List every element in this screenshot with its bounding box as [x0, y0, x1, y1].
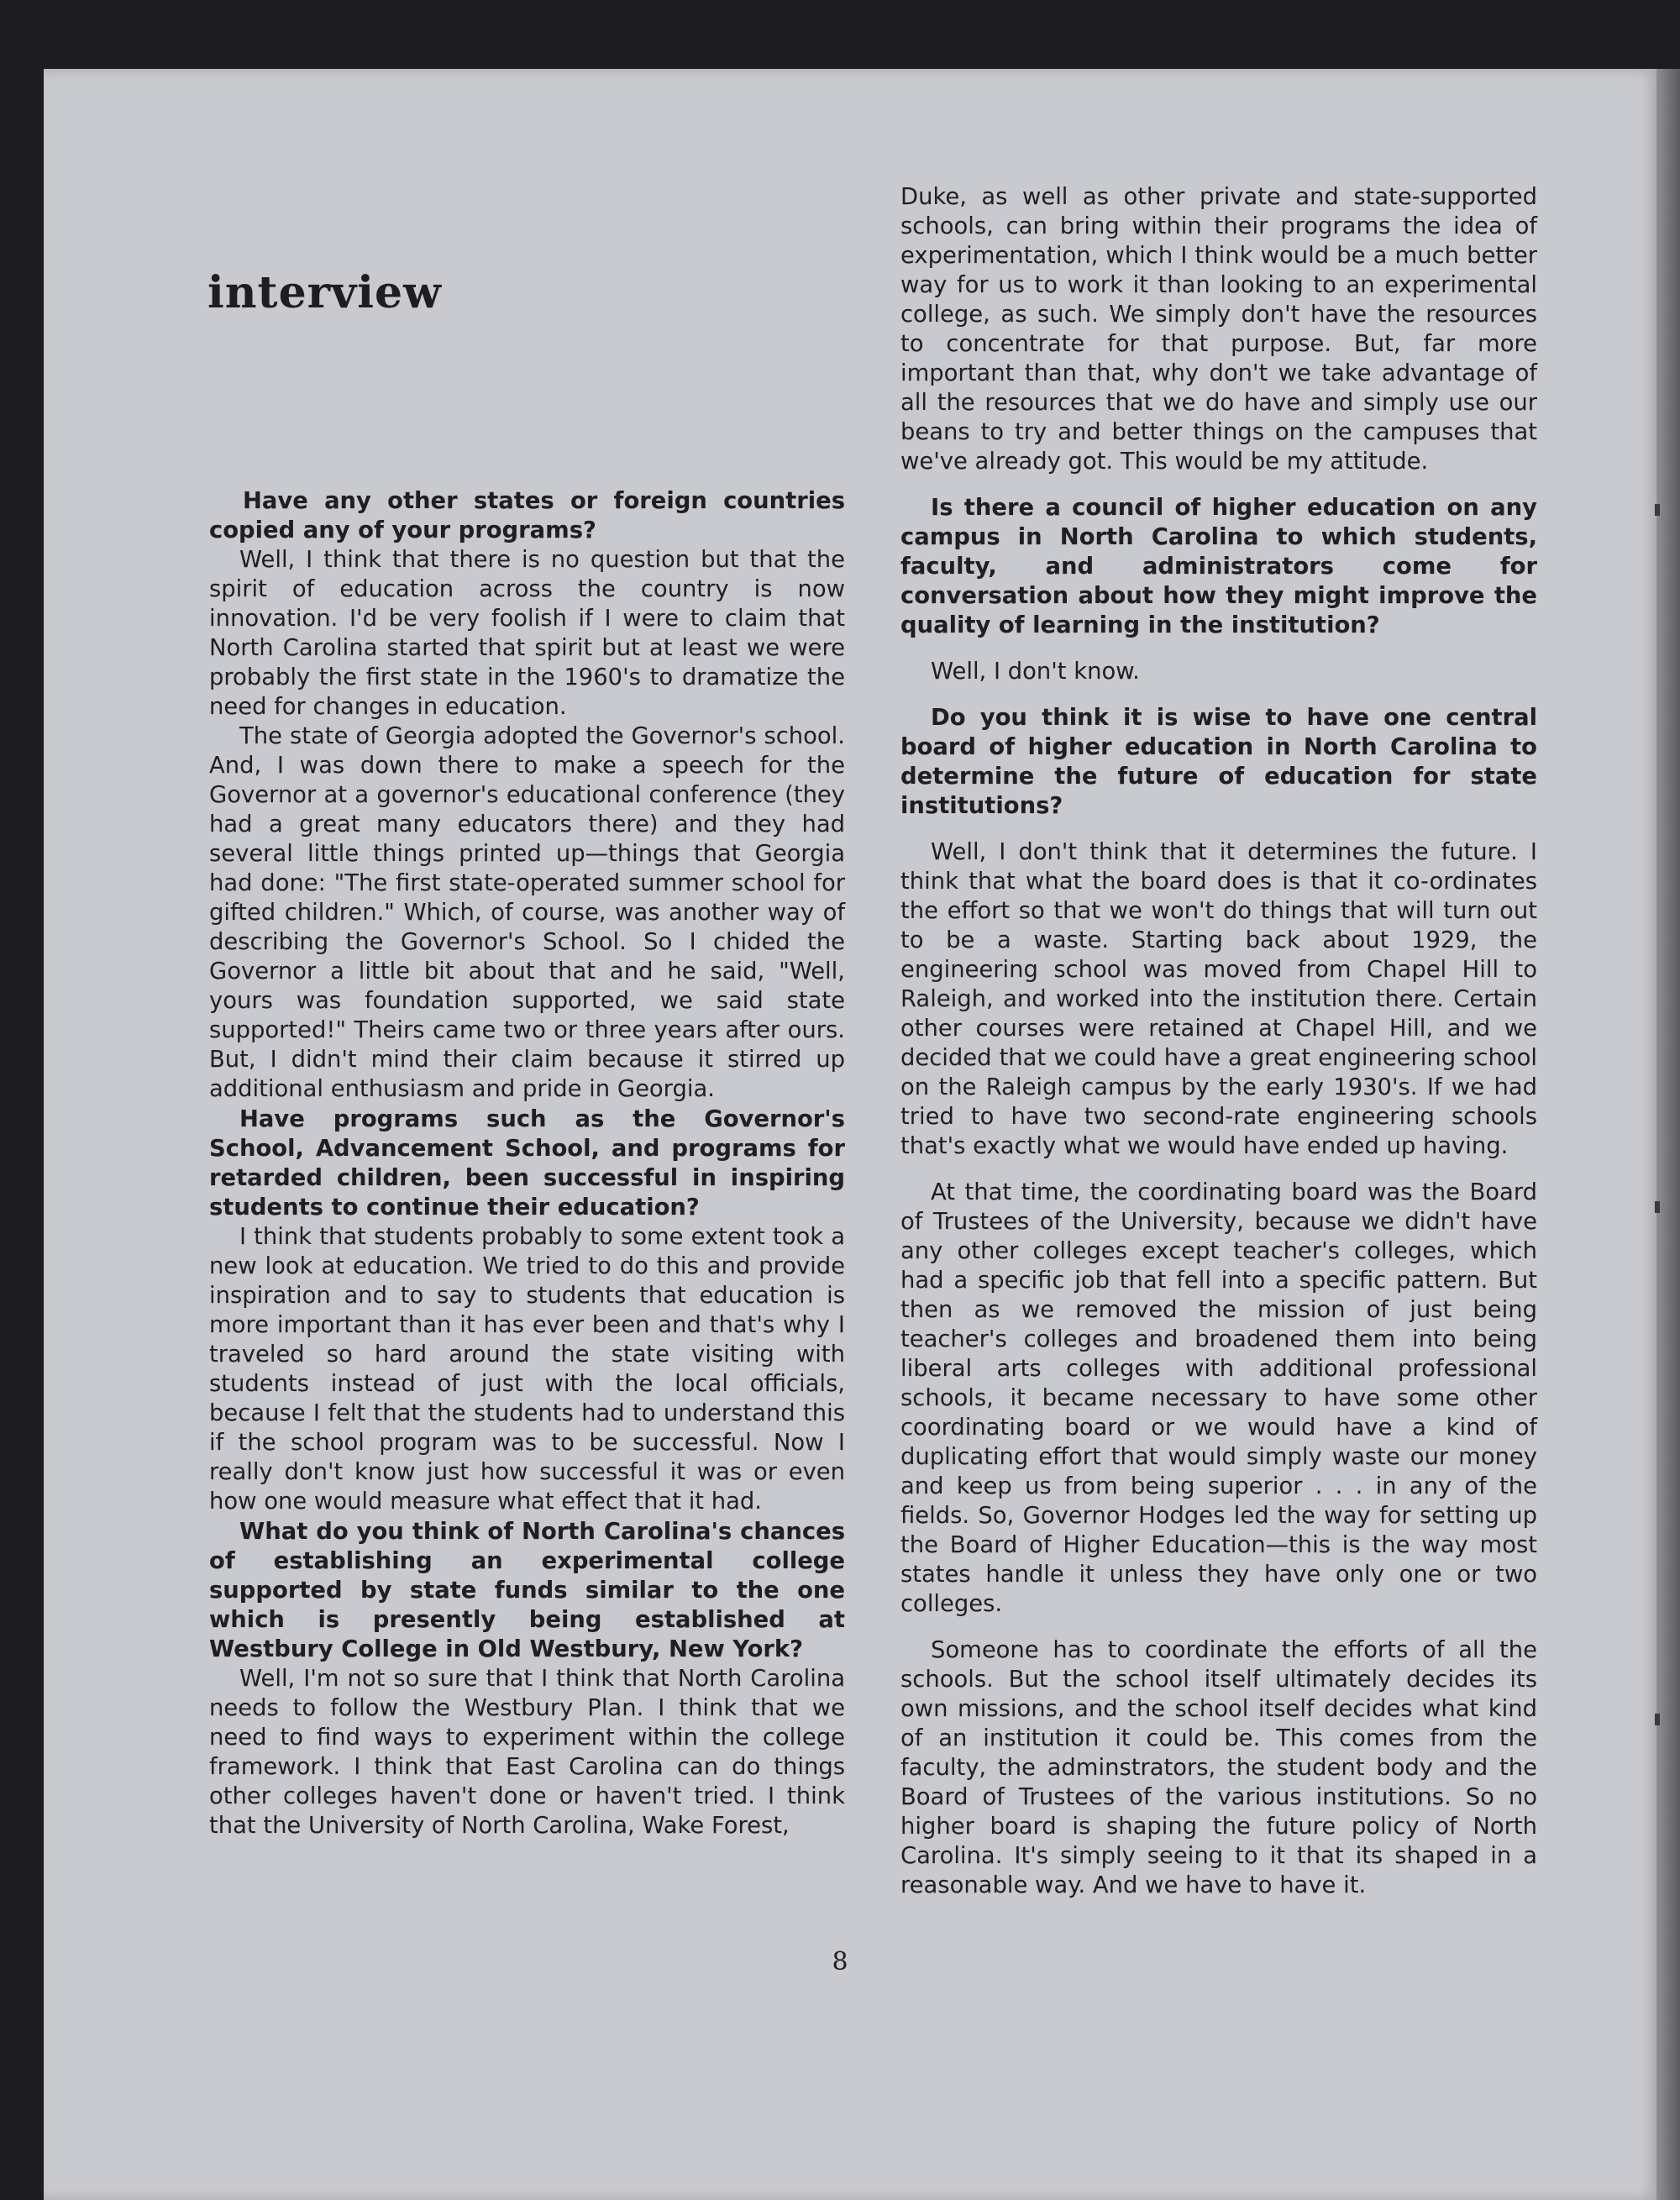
answer-paragraph: Well, I don't think that it determines the future. I think that what the board does is that it co-ordinates the effort so that we won't do things that will turn out to be a waste. Starting back about 1929, the engineering school was moved from Chapel Hill to Raleigh, and worked into the institution there. Certain other courses were retained at Chapel Hill, and we decided that we could have a great engineering school on the Raleigh campus by the early 1930's. If we had tried to have two second-rate engineering schools that's exactly what we would have ended up having.	[900, 839, 1537, 1159]
page-number: 8	[832, 1947, 848, 1977]
answer-paragraph: Well, I'm not so sure that I think that North Carolina needs to follow the Westbury Plan. I think that we need to find ways to experiment within the college framework. I think that East Carolina can do things other colleges haven't done or haven't tried. I think that the University of North Carolina, Wake Forest,	[209, 1666, 845, 1839]
answer-paragraph: Well, I don't know.	[931, 659, 1140, 685]
question-paragraph: Have any other states or foreign countries copied any of your programs?	[209, 488, 845, 543]
question-paragraph: What do you think of North Carolina's chances of establishing an experimental college supported by state funds similar to the one which is presently being established at Westbury College in Old Westbury, New York?	[209, 1519, 845, 1662]
left-column	[209, 486, 845, 1840]
question-paragraph: Have programs such as the Governor's School, Advancement School, and programs for retarded children, been successful in inspiring students to continue their education?	[209, 1106, 845, 1221]
question-paragraph: Is there a council of higher education on any campus in North Carolina to which students, faculty, and administrators come for conversation about how they might improve the quality of learning in the institution?	[900, 495, 1537, 638]
answer-paragraph: I think that students probably to some extent took a new look at education. We tried to do this and provide inspiration and to say to students that education is more important than it has ever been and that's why I traveled so hard around the state visiting with students instead of just with the local officials, because I felt that the students had to understand this if the school program was to be successful. Now I really don't know just how successful it was or even how one would measure what effect that it had.	[209, 1224, 845, 1515]
right-column	[900, 182, 1537, 1900]
answer-paragraph: Duke, as well as other private and state-supported schools, can bring within their programs the idea of experimentation, which I think would be a much better way for us to work it than looking to an experimental college, as such. We simply don't have the resources to concentrate for that purpose. But, far more important than that, why don't we take advantage of all the resources that we do have and simply use our beans to try and better things on the campuses that we've already got. This would be my attitude.	[900, 184, 1537, 475]
section-masthead: interview	[207, 267, 442, 318]
answer-paragraph: The state of Georgia adopted the Governor's school. And, I was down there to make a speech for the Governor at a governor's educational conference (they had a great many educators there) and they had several little things printed up—things that Georgia had done: "The first state-operated summer school for gifted children." Which, of course, was another way of describing the Governor's School. So I chided the Governor a little bit about that and he said, "Well, yours was foundation supported, we said state supported!" Theirs came two or three years after ours. But, I didn't mind their claim because it stirred up additional enthusiasm and pride in Georgia.	[209, 723, 845, 1102]
answer-paragraph: Well, I think that there is no question but that the spirit of education across the country is now innovation. I'd be very foolish if I were to claim that North Carolina started that spirit but at least we were probably the first state in the 1960's to dramatize the need for changes in education.	[209, 547, 845, 720]
answer-paragraph: Someone has to coordinate the efforts of all the schools. But the school itself ultimately decides its own missions, and the school itself decides what kind of an institution it could be. This comes from the faculty, the adminstrators, the student body and the Board of Trustees of the various institutions. So no higher board is shaping the future policy of North Carolina. It's simply seeing to it that its shaped in a reasonable way. And we have to have it.	[900, 1637, 1537, 1898]
binding-edge	[1656, 69, 1680, 2200]
question-paragraph: Do you think it is wise to have one central board of higher education in North Carolina to determine the future of education for state institutions?	[900, 705, 1537, 819]
answer-paragraph: At that time, the coordinating board was the Board of Trustees of the University, because we didn't have any other colleges except teacher's colleges, which had a specific job that fell into a specific pattern. But then as we removed the mission of just being teacher's colleges and broadened them into being liberal arts colleges with additional professional schools, it became necessary to have some other coordinating board or we would have a kind of duplicating effort that would simply waste our money and keep us from being superior . . . in any of the fields. So, Governor Hodges led the way for setting up the Board of Higher Education—this is the way most states handle it unless they have only one or two colleges.	[900, 1179, 1537, 1617]
